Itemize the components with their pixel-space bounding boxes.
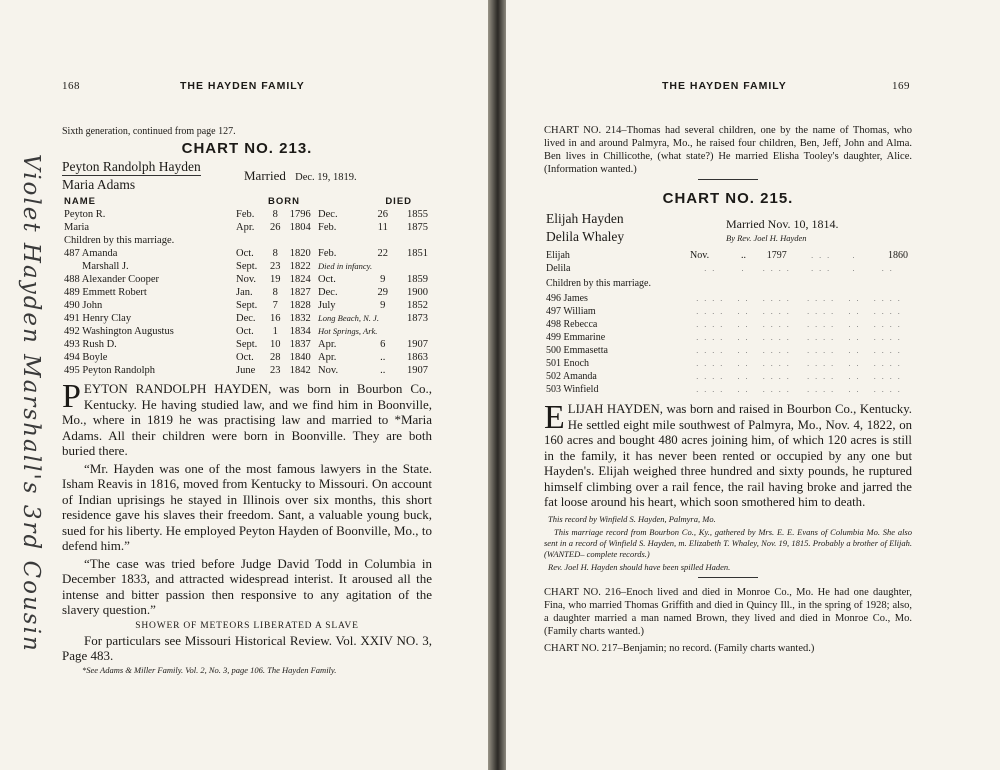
chart-213-title: CHART NO. 213. (181, 140, 313, 157)
blank-dots: . . (737, 307, 750, 316)
blank-dots: . (852, 264, 857, 273)
death-month: Dec. (318, 209, 338, 220)
right-page-number: 169 (892, 80, 910, 92)
left-running-head: THE HAYDEN FAMILY (180, 80, 305, 92)
death-year: 1855 (407, 209, 428, 220)
death-day: 29 (377, 287, 389, 298)
chart-214-text: CHART NO. 214–Thomas had several children, one by the name of Thomas, who lived in and around Palmyra, Mo., he raised four children, Ben, Jeff, John and Alma. Ben lives in Chillicothe, (what state?) He married Elisha Tooley's daughter, Alice. (Information wanted.) (544, 125, 912, 175)
drop-cap-e: E (544, 399, 565, 436)
table-row (62, 338, 430, 351)
birth-month: Oct. (236, 248, 254, 259)
birth-month: Jan. (236, 287, 253, 298)
blank-dots: . . . . (696, 359, 725, 368)
blank-dots: . . . . (696, 307, 725, 316)
death-note: Died in infancy. (318, 261, 373, 271)
blank-dots: . . . . (873, 346, 902, 355)
book-gutter (488, 0, 506, 770)
blank-dots: . . . . (807, 307, 836, 316)
chart-215-title: CHART NO. 215. (662, 190, 794, 207)
children-label-row (62, 234, 430, 247)
blank-dots: . . (848, 294, 861, 303)
birth-day: 8 (272, 248, 278, 259)
chart-215-table (544, 249, 910, 396)
table-row (544, 305, 910, 318)
table-row (544, 357, 910, 370)
person-name: Marshall J. (82, 261, 129, 272)
blank-dots: . . (848, 333, 861, 342)
biography-text: EYTON RANDOLPH HAYDEN, was born in Bourbon Co., Kentucky. He having studied law, and we find him in Boonville, Mo., where in 1819 he was practising law and married to *Maria Adams. All their children were born in Boonville. They are both buried there. (62, 381, 432, 458)
birth-year: 1804 (289, 222, 311, 233)
table-row (62, 325, 430, 338)
col-died: DIED (385, 196, 413, 207)
birth-day: 8 (272, 209, 278, 220)
birth-day: 10 (269, 339, 281, 350)
death-month: Apr. (318, 339, 337, 350)
death-month: Oct. (318, 274, 336, 285)
birth-day: 28 (269, 352, 281, 363)
blank-dots: . . . . (873, 385, 902, 394)
marriage-record-note: This marriage record from Bourbon Co., Ky., gathered by Mrs. E. E. Evans of Columbia Mo. She also sent in a record of Winfield S. Hayden, m. Elizabeth T. Whaley, Nov. 19, 1815. Probably a brother of Elijah. (WANTED– complete records.) (544, 526, 912, 559)
child-name: 497 William (546, 306, 596, 317)
death-month: Dec. (318, 287, 338, 298)
birth-month: Sept. (236, 300, 258, 311)
table-row (62, 221, 430, 234)
chart-217-text: CHART NO. 217–Benjamin; no record. (Family charts wanted.) (544, 642, 815, 654)
death-day: 11 (377, 222, 388, 233)
blank-dots: . . . . (873, 372, 902, 381)
table-row (62, 247, 430, 260)
birth-day: 23 (269, 365, 281, 376)
blank-dots: . . . . (762, 385, 791, 394)
birth-day: 1 (272, 326, 278, 337)
blank-dots: . . (704, 264, 717, 273)
table-header-row (62, 195, 430, 208)
person-name: 492 Washington Augustus (64, 326, 174, 337)
spelling-note: Rev. Joel H. Hayden should have been spilled Haden. (548, 561, 731, 572)
blank-dots: . . (737, 359, 750, 368)
birth-year: 1796 (289, 209, 311, 220)
birth-day: 8 (272, 287, 278, 298)
source-note: This record by Winfield S. Hayden, Palmyra, Mo. (548, 513, 716, 524)
blank-dots: . . (881, 264, 894, 273)
blank-dots: . . (737, 385, 750, 394)
blank-dots: . . . (811, 251, 832, 260)
left-page (0, 0, 488, 770)
death-day: 9 (380, 274, 386, 285)
death-day: 22 (377, 248, 389, 259)
left-page-number: 168 (62, 80, 80, 92)
birth-year: 1820 (289, 248, 311, 259)
couple-block-215 (544, 211, 912, 247)
birth-year: 1824 (289, 274, 311, 285)
quote-paragraph-1: “Mr. Hayden was one of the most famous lawyers in the State. Isham Reavis in 1816, moved from Kentucky to Missouri. On account of Indian uprisings he stayed in Illinois over six months, this short residence gave his slaves their freedom. Sant, a valuable young buck, sued for his liberty. He employed Peyton Hayden of Boonville, Mo., to defend him.” (62, 460, 432, 553)
married-block (244, 168, 357, 184)
death-day: 6 (380, 339, 386, 350)
death-month: July (318, 300, 336, 311)
col-born: BORN (268, 196, 301, 207)
blank-dots: . . . . (873, 294, 902, 303)
blank-dots: . . (737, 346, 750, 355)
person-name: Maria (64, 222, 90, 233)
death-year: 1860 (888, 250, 908, 261)
death-year: 1875 (407, 222, 428, 233)
birth-month: June (236, 365, 256, 376)
blank-dots: . . . . (873, 320, 902, 329)
birth-year: 1837 (289, 339, 311, 350)
blank-dots: . (852, 251, 857, 260)
blank-dots: . . . (811, 264, 832, 273)
birth-day: 23 (269, 261, 281, 272)
death-year: 1863 (407, 352, 428, 363)
death-year: 1907 (407, 365, 428, 376)
table-row (544, 344, 910, 357)
subhead: SHOWER OF METEORS LIBERATED A SLAVE (135, 620, 359, 631)
blank-dots: . . . . (762, 359, 791, 368)
person-name: 493 Rush D. (64, 339, 117, 350)
reference-paragraph: For particulars see Missouri Historical Review. Vol. XXIV NO. 3, Page 483. (62, 632, 432, 663)
right-content (544, 124, 912, 655)
drop-cap: P (62, 378, 81, 415)
blank-dots: . . . . (696, 346, 725, 355)
death-year: 1851 (407, 248, 428, 259)
col-name: NAME (64, 196, 96, 207)
blank-dots: . . . . (762, 346, 791, 355)
birth-month: Apr. (236, 222, 255, 233)
children-label-215: Children by this marriage. (546, 278, 651, 289)
birth-year: 1822 (289, 261, 311, 272)
married-215: Married Nov. 10, 1814. (726, 217, 839, 231)
table-row (62, 273, 430, 286)
birth-year: 1832 (289, 313, 311, 324)
table-row (544, 331, 910, 344)
biography-paragraph (62, 378, 432, 459)
chart-213-table (62, 195, 430, 377)
person-name: Peyton R. (64, 209, 106, 220)
table-row (62, 208, 430, 221)
birth-month: Nov. (236, 274, 257, 285)
husband-name-215: Elijah Hayden (546, 211, 624, 226)
blank-dots: . . . . (696, 372, 725, 381)
child-name: 498 Rebecca (546, 319, 598, 330)
blank-dots: . . (848, 359, 861, 368)
birth-year: 1797 (766, 250, 787, 261)
blank-dots: . . . . (873, 333, 902, 342)
table-row (62, 351, 430, 364)
right-running-head: THE HAYDEN FAMILY (662, 80, 787, 92)
child-name: 502 Amanda (546, 371, 597, 382)
blank-dots: . . (848, 372, 861, 381)
handwritten-annotation (14, 150, 50, 710)
table-row (62, 312, 430, 325)
death-month: Feb. (318, 248, 337, 259)
blank-dots: . . . . (762, 294, 791, 303)
death-note: Hot Springs, Ark. (318, 326, 378, 336)
person-name: Delila (546, 263, 571, 274)
wife-name-215: Delila Whaley (546, 229, 625, 244)
table-row (62, 299, 430, 312)
table-row (544, 249, 910, 262)
birth-year: 1834 (289, 326, 311, 337)
person-name: 490 John (64, 300, 103, 311)
table-row (62, 286, 430, 299)
birth-month: Sept. (236, 339, 258, 350)
table-row (62, 260, 430, 273)
birth-month: Oct. (236, 352, 254, 363)
person-name: 495 Peyton Randolph (64, 365, 155, 376)
death-month: Nov. (318, 365, 339, 376)
couple-block (62, 159, 432, 193)
birth-day: 16 (269, 313, 281, 324)
person-name: 494 Boyle (64, 352, 108, 363)
birth-day: 7 (272, 300, 278, 311)
blank-dots: . . . . (807, 320, 836, 329)
child-name: 503 Winfield (546, 384, 599, 395)
birth-day: 19 (269, 274, 281, 285)
blank-dots: . . . . (696, 320, 725, 329)
child-name: 496 James (546, 293, 588, 304)
blank-dots: . . (848, 385, 861, 394)
death-year: 1900 (407, 287, 428, 298)
blank-dots: . . (737, 372, 750, 381)
right-page (506, 0, 1000, 770)
person-name: 489 Emmett Robert (64, 287, 147, 298)
handwritten-note: Violet Hayden Marshall's 3rd Cousin (18, 154, 44, 653)
continued-note: Sixth generation, continued from page 127. (62, 126, 236, 137)
table-row (544, 292, 910, 305)
children-label-row-215 (544, 275, 910, 292)
blank-dots: . . . . (762, 372, 791, 381)
blank-dots: . . (848, 307, 861, 316)
table-row (62, 364, 430, 377)
death-year: 1859 (407, 274, 428, 285)
children-label: Children by this marriage. (64, 235, 175, 246)
blank-dots: . . . . (696, 333, 725, 342)
elijah-biography (544, 399, 912, 511)
person-name: 488 Alexander Cooper (64, 274, 160, 285)
birth-day: 26 (269, 222, 281, 233)
death-year: 1907 (407, 339, 428, 350)
blank-dots: . . . . (762, 307, 791, 316)
birth-month: Sept. (236, 261, 258, 272)
blank-dots: . . . . (762, 264, 791, 273)
divider (698, 179, 758, 180)
birth-year: 1828 (289, 300, 311, 311)
blank-dots: . (741, 264, 746, 273)
birth-month: Oct. (236, 326, 254, 337)
blank-dots: . . . . (696, 294, 725, 303)
birth-year: 1840 (289, 352, 311, 363)
death-day: .. (380, 352, 386, 363)
person-name: Elijah (546, 250, 570, 261)
death-year: 1873 (407, 313, 428, 324)
blank-dots: . . . . (873, 359, 902, 368)
child-name: 501 Enoch (546, 358, 590, 369)
table-row (544, 383, 910, 396)
footnote: *See Adams & Miller Family. Vol. 2, No. 3, page 106. The Hayden Family. (82, 664, 337, 675)
death-day: 26 (377, 209, 389, 220)
death-note: Long Beach, N. J. (318, 313, 379, 323)
blank-dots: . . . . (807, 359, 836, 368)
blank-dots: . . . . (696, 385, 725, 394)
blank-dots: . . (737, 320, 750, 329)
blank-dots: . . (848, 346, 861, 355)
birth-month: Nov. (690, 250, 710, 261)
birth-month: Feb. (236, 209, 255, 220)
blank-dots: . . . . (762, 333, 791, 342)
child-name: 500 Emmasetta (546, 345, 608, 356)
birth-year: 1842 (289, 365, 311, 376)
death-day: .. (380, 365, 386, 376)
blank-dots: . . . . (762, 320, 791, 329)
officiant: By Rev. Joel H. Hayden (726, 233, 807, 243)
chart-216-text: CHART NO. 216–Enoch lived and died in Monroe Co., Mo. He had one daughter, Fina, who married Thomas Griffith and died in Quincy Ill., in the spring of 1928; also, a daughter married a man named Brown, they lived and died in Monroe Co., Mo. (Family charts wanted.) (544, 586, 912, 637)
table-row (544, 370, 910, 383)
blank-dots: . . . . (807, 372, 836, 381)
married-label: Married (244, 168, 286, 183)
death-day: 9 (380, 300, 386, 311)
death-month: Apr. (318, 352, 337, 363)
divider-2 (698, 577, 758, 578)
blank-dots: . . . . (807, 385, 836, 394)
table-row (544, 262, 910, 275)
table-row (544, 318, 910, 331)
blank-dots: . . (737, 294, 750, 303)
elijah-text: LIJAH HAYDEN, was born and raised in Bourbon Co., Kentucky. He settled eight mile southwest of Palmyra, Mo., Nov. 4, 1822, on 160 acres and bought 480 acres joining him, of which 120 acres is still in the family, it has never been rented or occupied by any one but Hayden's. Elijah weighed three hundred and sixty pounds, he ruptured himself climbing over a rail fence, the rail having broke and jarred the fat loose around his heart, which soon smothered him to death. (544, 402, 912, 509)
married-date: Dec. 19, 1819. (295, 172, 357, 183)
quote-paragraph-2: “The case was tried before Judge David Todd in Columbia in December 1833, and attracted widespread interist. It aroused all the intense and bitter passion then responsive to any agitation of the slavery question.” (62, 555, 432, 617)
blank-dots: . . . . (807, 346, 836, 355)
blank-dots: . . . . (807, 294, 836, 303)
birth-year: 1827 (289, 287, 311, 298)
wife-name: Maria Adams (62, 177, 136, 192)
left-content (62, 126, 432, 676)
child-name: 499 Emmarine (546, 332, 606, 343)
person-name: 487 Amanda (64, 248, 118, 259)
blank-dots: . . (737, 333, 750, 342)
person-name: 491 Henry Clay (64, 313, 132, 324)
birth-month: Dec. (236, 313, 256, 324)
blank-dots: . . . . (873, 307, 902, 316)
blank-dots: . . . . (807, 333, 836, 342)
death-year: 1852 (407, 300, 428, 311)
blank-dots: . . (848, 320, 861, 329)
birth-day: .. (740, 250, 746, 261)
husband-name: Peyton Randolph Hayden (62, 159, 201, 174)
death-month: Feb. (318, 222, 337, 233)
